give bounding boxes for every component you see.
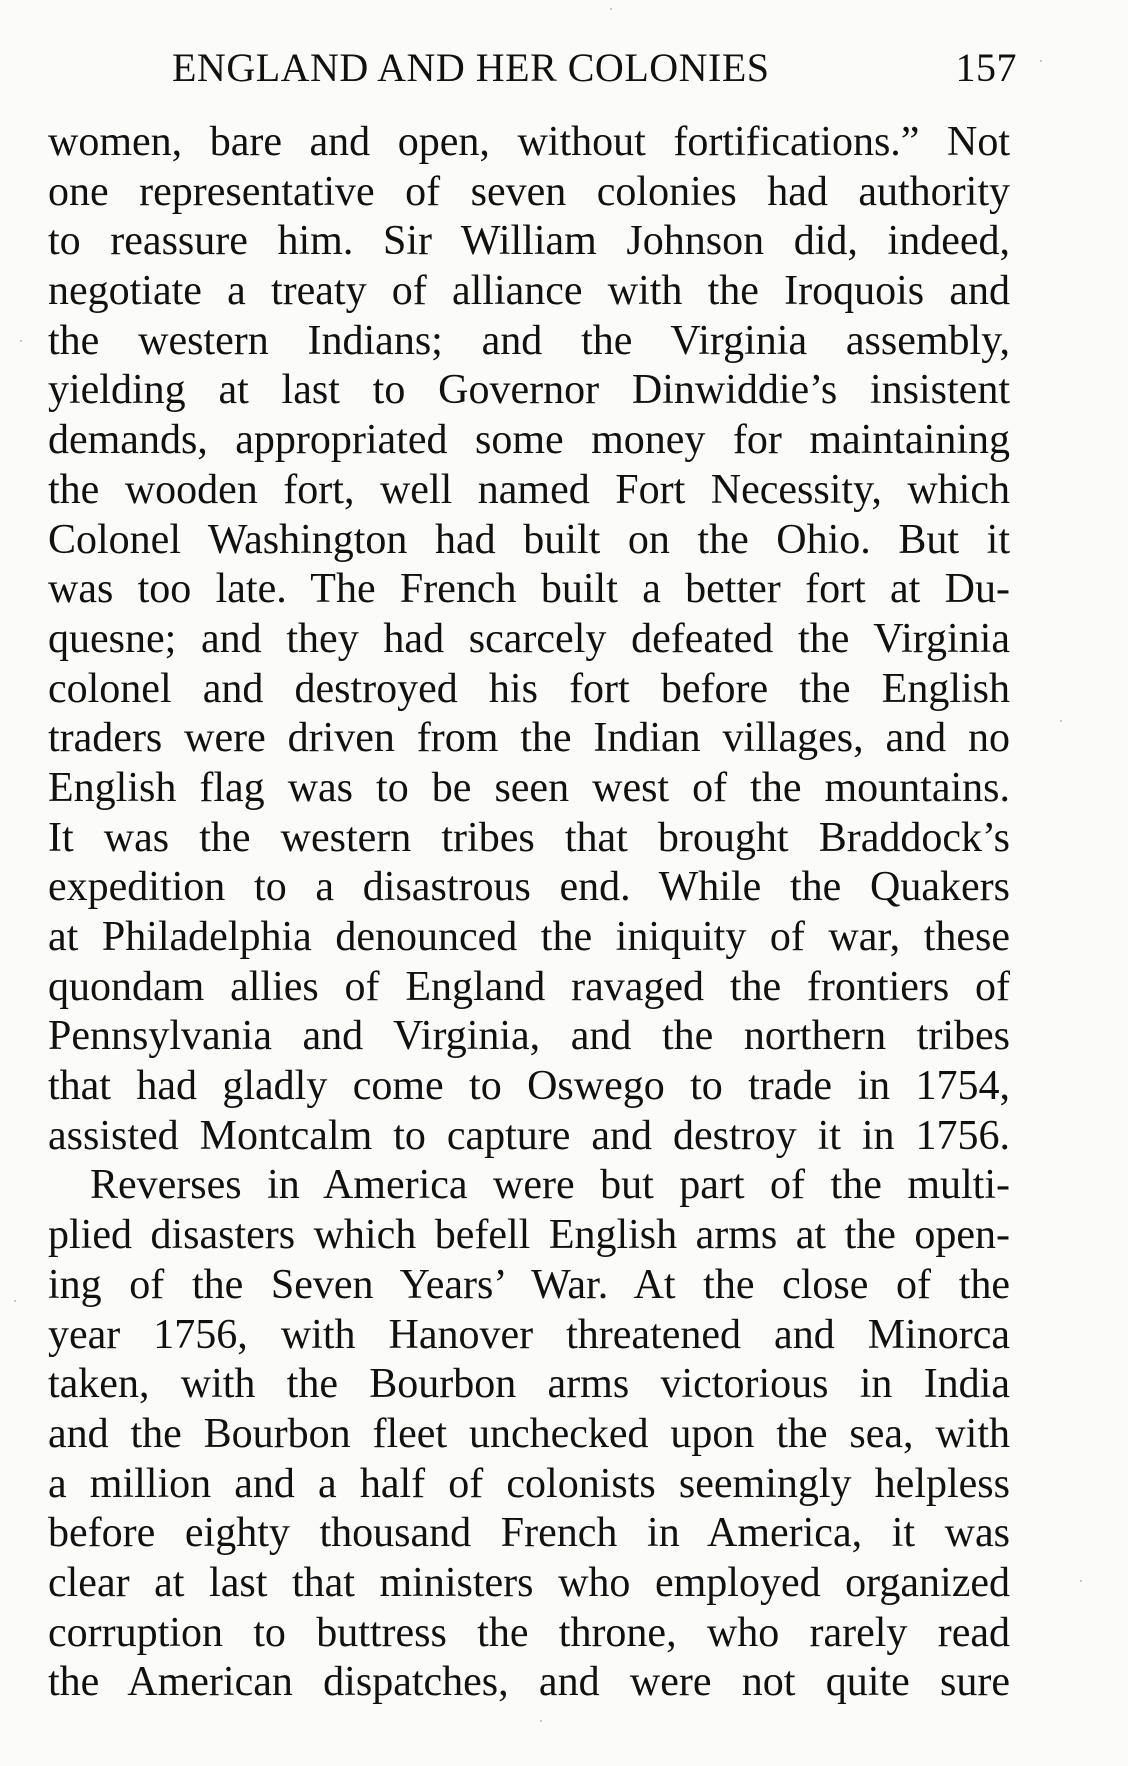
text-line: at Philadelphia denounced the iniquity of war, these xyxy=(48,914,1010,960)
text-line: It was the western tribes that brought Braddock’s xyxy=(48,814,1010,861)
paper-speck xyxy=(1080,1580,1082,1582)
text-line: before eighty thousand French in America, it was xyxy=(48,1510,1010,1557)
paper-speck xyxy=(20,340,22,342)
paper-speck xyxy=(14,1300,16,1302)
running-title: ENGLAND AND HER COLONIES xyxy=(172,45,770,90)
paper-speck xyxy=(540,1720,542,1722)
text-line: English flag was to be seen west of the mountains. xyxy=(48,764,1010,811)
text-line: ing of the Seven Years’ War. At the close of the xyxy=(48,1261,1010,1308)
text-line: the wooden fort, well named Fort Necessity, which xyxy=(48,466,1010,513)
running-head xyxy=(172,44,1017,94)
text-line: clear at last that ministers who employed organized xyxy=(48,1559,1010,1606)
text-line: yielding at last to Governor Dinwiddie’s insistent xyxy=(48,367,1010,414)
text-line: demands, appropriated some money for maintaining xyxy=(48,417,1010,464)
text-line: Pennsylvania and Virginia, and the northern tribes xyxy=(48,1013,1010,1060)
paragraph-start-line: Reverses in America were but part of the multi- xyxy=(90,1162,1010,1209)
text-line: traders were driven from the Indian villages, and no xyxy=(48,715,1010,762)
text-line: assisted Montcalm to capture and destroy it in 1756. xyxy=(48,1112,1010,1159)
text-line: corruption to buttress the throne, who rarely read xyxy=(48,1609,1010,1656)
text-line: was too late. The French built a better fort at Du- xyxy=(48,566,1010,613)
text-line: that had gladly come to Oswego to trade in 1754, xyxy=(48,1063,1010,1110)
page-number: 157 xyxy=(955,45,1017,90)
text-line: Colonel Washington had built on the Ohio. But it xyxy=(48,516,1010,563)
text-line: year 1756, with Hanover threatened and Minorca xyxy=(48,1311,1010,1358)
text-line: quesne; and they had scarcely defeated the Virginia xyxy=(48,615,1010,662)
text-line: one representative of seven colonies had authority xyxy=(48,168,1010,215)
paper-speck xyxy=(1060,720,1062,722)
text-line: a million and a half of colonists seemingly helpless xyxy=(48,1460,1010,1507)
text-line: colonel and destroyed his fort before the English xyxy=(48,665,1010,712)
paper-speck xyxy=(610,8,612,10)
text-line: plied disasters which befell English arms at the open- xyxy=(48,1212,1010,1259)
paper-speck xyxy=(1040,60,1042,62)
text-line: quondam allies of England ravaged the frontiers of xyxy=(48,963,1010,1010)
text-line: to reassure him. Sir William Johnson did, indeed, xyxy=(48,218,1010,265)
text-line: women, bare and open, without fortifications.” Not xyxy=(48,119,1010,165)
text-line: the western Indians; and the Virginia assembly, xyxy=(48,317,1010,364)
text-line: taken, with the Bourbon arms victorious in India xyxy=(48,1361,1010,1408)
text-line: the American dispatches, and were not quite sure xyxy=(48,1659,1010,1706)
text-line: expedition to a disastrous end. While the Quakers xyxy=(48,864,1010,911)
text-line: negotiate a treaty of alliance with the Iroquois and xyxy=(48,268,1010,315)
text-line: and the Bourbon fleet unchecked upon the sea, with xyxy=(48,1410,1010,1457)
body-text xyxy=(48,118,1010,1708)
